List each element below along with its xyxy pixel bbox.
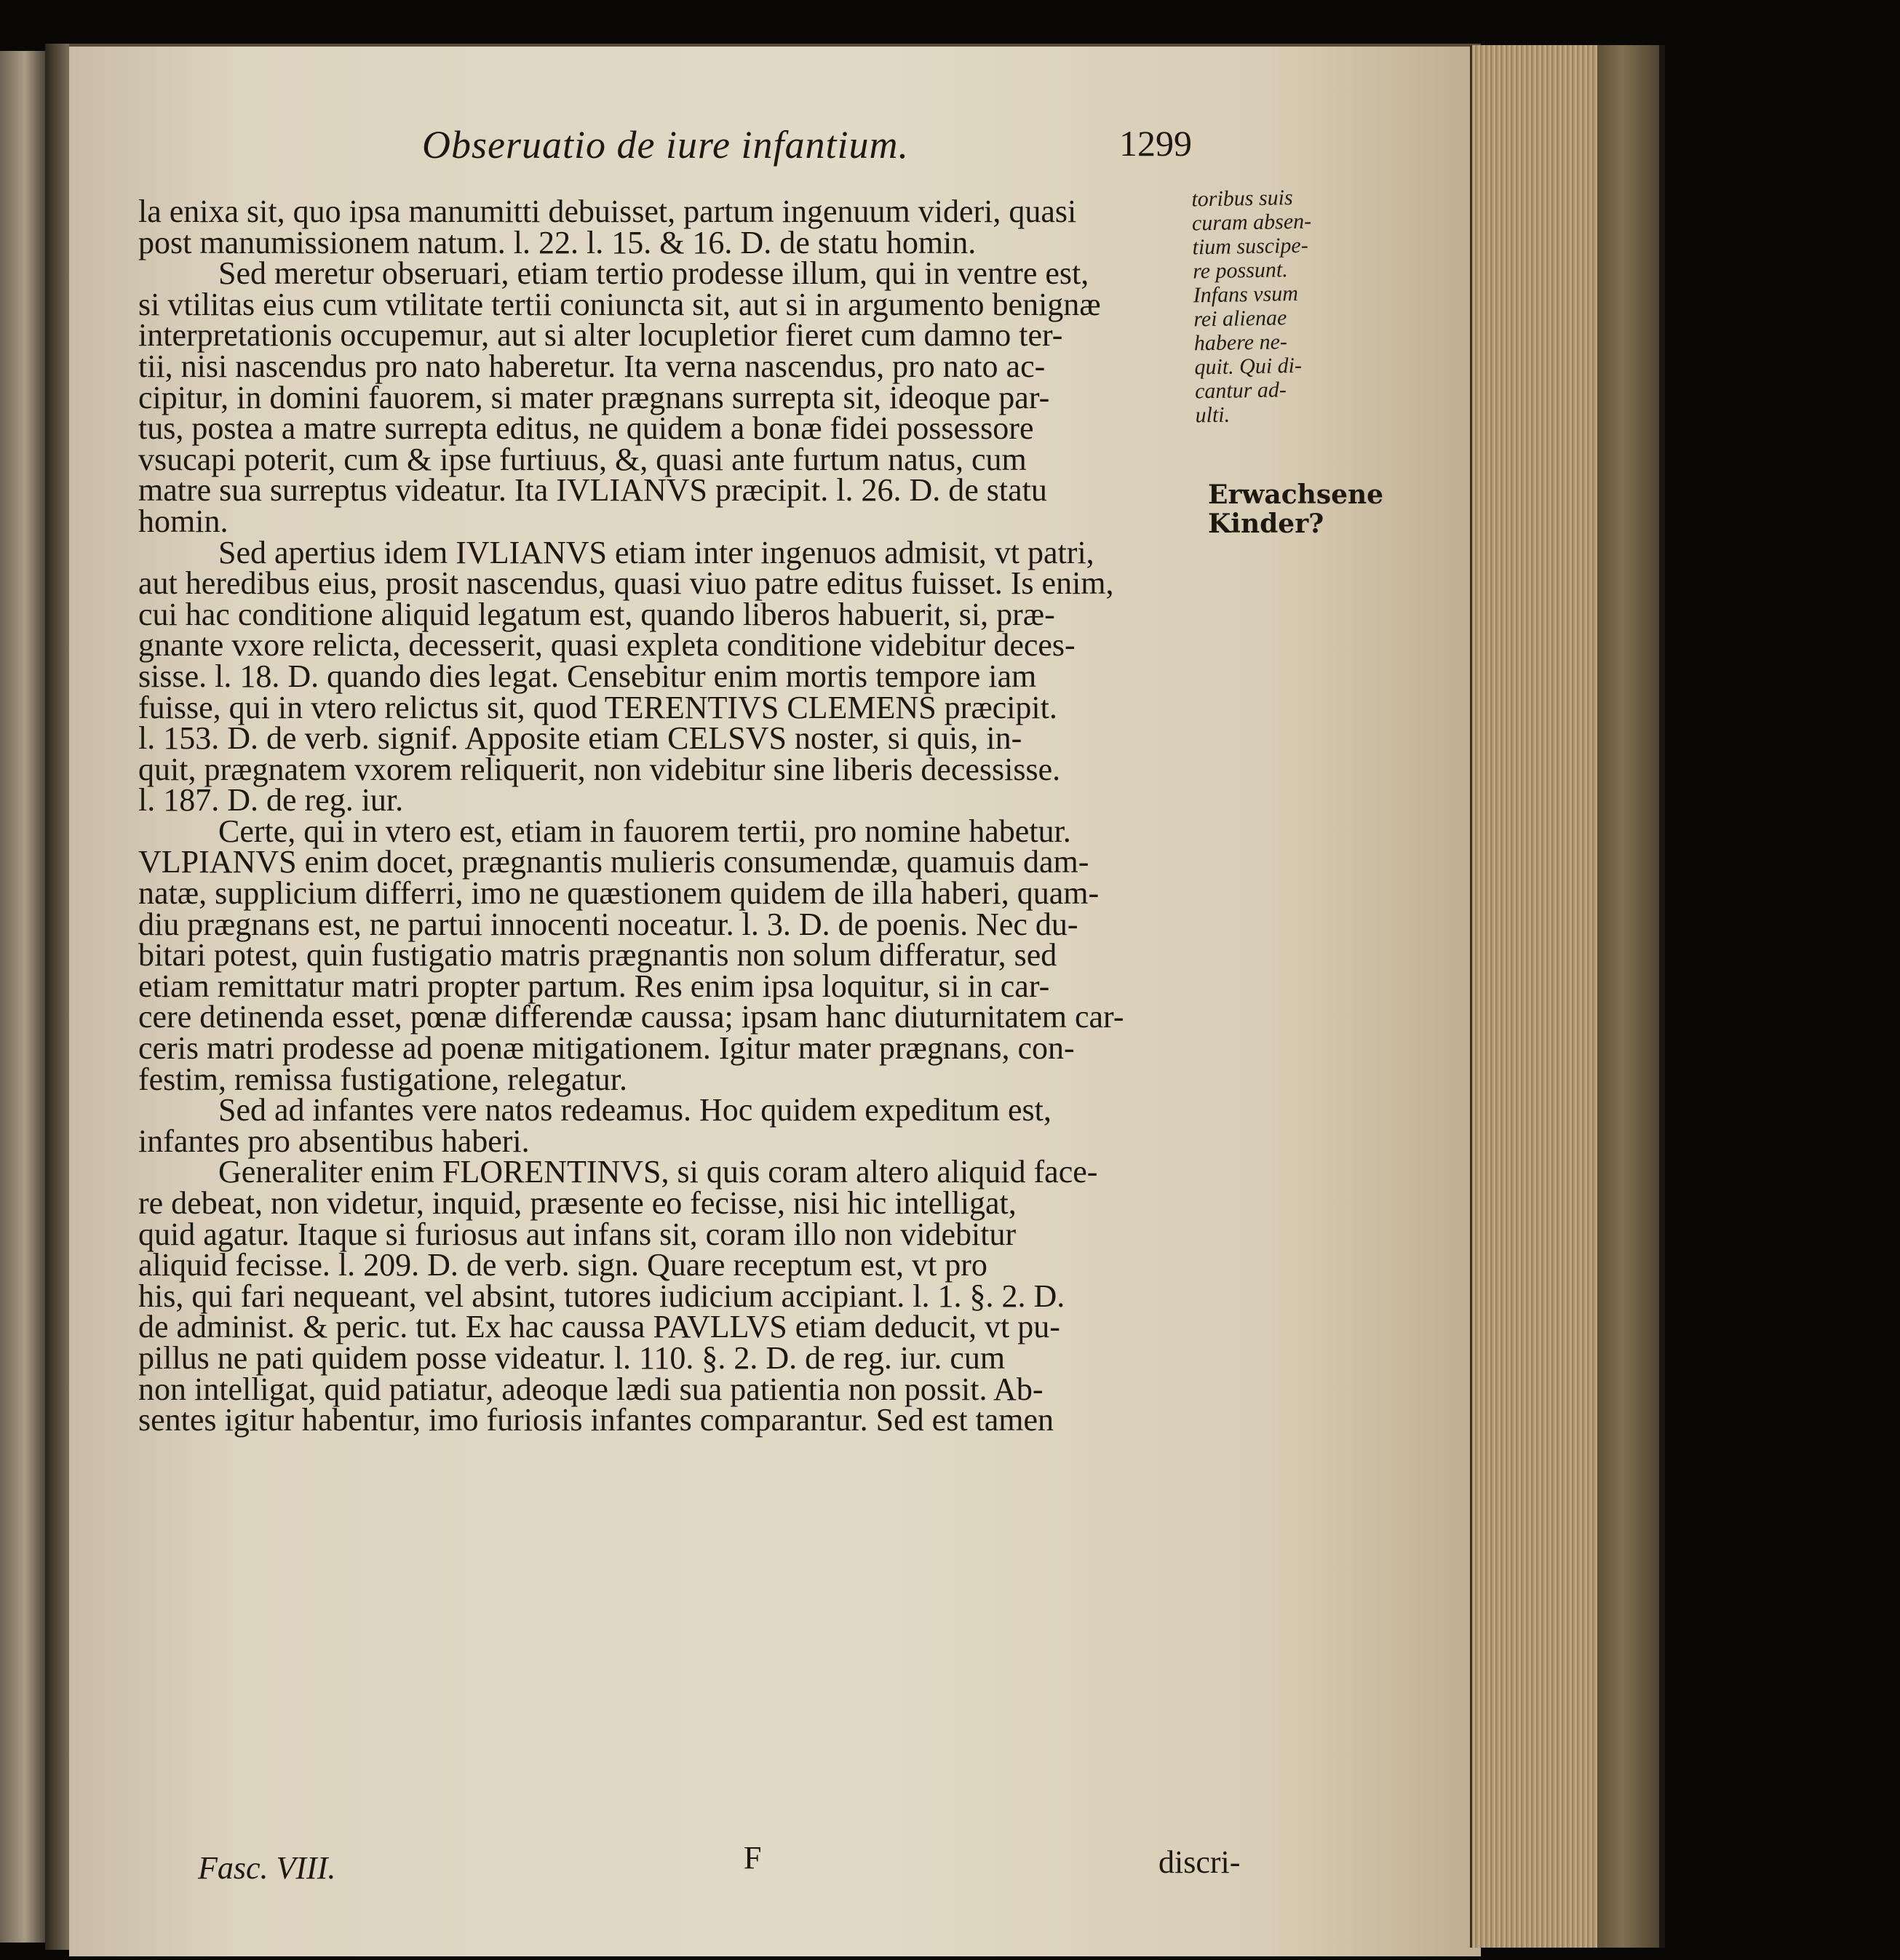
margin-note-line: habere ne-: [1193, 330, 1288, 356]
signature-letter: F: [744, 1840, 762, 1876]
text-line: de administ. & peric. tut. Ex hac caussa PAVLLVS etiam deducit, vt pu-: [138, 1309, 1060, 1345]
text-line: natæ, supplicium differri, imo ne quæstionem quidem de illa haberi, quam-: [138, 875, 1100, 912]
text-line: aut heredibus eius, prosit nascendus, quasi viuo patre editus fuisset. Is enim,: [138, 565, 1114, 602]
signature-mark: Fasc. VIII.: [198, 1850, 336, 1886]
text-line: cipitur, in domini fauorem, si mater prægnans surrepta sit, ideoque par-: [138, 379, 1050, 415]
previous-page-edge: [0, 51, 45, 1943]
text-line: Sed apertius idem IVLIANVS etiam inter ingenuos admisit, vt patri,: [218, 534, 1094, 570]
text-line: l. 153. D. de verb. signif. Apposite etiam CELSVS noster, si quis, in-: [138, 720, 1022, 757]
text-line: his, qui fari nequeant, vel absint, tutores iudicium accipiant. l. 1. §. 2. D.: [138, 1278, 1065, 1314]
text-line: infantes pro absentibus haberi.: [138, 1123, 530, 1159]
book-cover-edge: [1597, 45, 1665, 1948]
margin-note-line: rei alienae: [1193, 306, 1287, 332]
text-line: Generaliter enim FLORENTINVS, si quis coram altero aliquid face-: [218, 1154, 1098, 1190]
page-number: 1299: [1119, 123, 1192, 164]
text-line: sentes igitur habentur, imo furiosis infantes comparantur. Sed est tamen: [138, 1402, 1054, 1438]
text-line: quid agatur. Itaque si furiosus aut infans sit, coram illo non videbitur: [138, 1216, 1017, 1252]
text-line: Sed ad infantes vere natos redeamus. Hoc quidem expeditum est,: [218, 1092, 1052, 1128]
catchword: discri-: [1158, 1844, 1241, 1880]
margin-note: [1191, 186, 1315, 428]
text-line: tus, postea a matre surrepta editus, ne quidem a bonæ fidei possessore: [138, 410, 1034, 447]
text-line: la enixa sit, quo ipsa manumitti debuisset, partum ingenuum videri, quasi: [138, 194, 1077, 229]
text-line: interpretationis occupemur, aut si alter locupletior fieret cum damno ter-: [138, 317, 1063, 354]
text-line: quit, prægnatem vxorem reliquerit, non videbitur sine liberis decessisse.: [138, 751, 1061, 787]
text-line: pillus ne pati quidem posse videatur. l. 110. §. 2. D. de reg. iur. cum: [138, 1339, 1006, 1376]
text-line: ceris matri prodesse ad poenæ mitigationem. Igitur mater prægnans, con-: [138, 1030, 1075, 1067]
text-line: Sed meretur obseruari, etiam tertio prodesse illum, qui in ventre est,: [218, 255, 1089, 292]
body-text: [138, 196, 1124, 1436]
text-line: VLPIANVS enim docet, prægnantis mulieris consumendæ, quamuis dam-: [138, 844, 1089, 880]
margin-note-line: quit. Qui di-: [1194, 353, 1303, 380]
text-line: cere detinenda esset, pœnæ differendæ caussa; ipsam hanc diuturnitatem car-: [138, 999, 1124, 1035]
text-line: post manumissionem natum. l. 22. l. 15. & 16. D. de statu homin.: [138, 224, 977, 260]
page-block-edges: [1470, 45, 1599, 1948]
text-line: l. 187. D. de reg. iur.: [138, 782, 404, 818]
text-line: vsucapi poterit, cum & ipse furtiuus, &, quasi ante furtum natus, cum: [138, 441, 1027, 477]
margin-german-line: Erwachsene: [1208, 479, 1384, 510]
text-line: cui hac conditione aliquid legatum est, quando liberos habuerit, si, præ-: [138, 596, 1055, 632]
text-line: fuisse, qui in vtero relictus sit, quod TERENTIVS CLEMENS præcipit.: [138, 689, 1057, 725]
margin-note-line: re possunt.: [1192, 258, 1288, 284]
text-line: bitari potest, quin fustigatio matris prægnantis non solum differatur, sed: [138, 937, 1057, 973]
text-line: non intelligat, quid patiatur, adeoque lædi sua patientia non possit. Ab-: [138, 1371, 1044, 1407]
margin-note-line: cantur ad-: [1194, 378, 1287, 404]
text-line: etiam remittatur matri propter partum. Res enim ipsa loquitur, si in car-: [138, 968, 1050, 1004]
text-line: sisse. l. 18. D. quando dies legat. Censebitur enim mortis tempore iam: [138, 658, 1037, 694]
text-line: re debeat, non videtur, inquid, præsente eo fecisse, nisi hic intelligat,: [138, 1185, 1017, 1221]
margin-note-german: [1208, 480, 1383, 538]
text-line: aliquid fecisse. l. 209. D. de verb. sign. Quare receptum est, vt pro: [138, 1247, 987, 1283]
text-line: si vtilitas eius cum vtilitate tertii coniuncta sit, aut si in argumento benignæ: [138, 286, 1101, 322]
text-line: gnante vxore relicta, decesserit, quasi expleta conditione videbitur deces-: [138, 627, 1076, 664]
margin-note-line: toribus suis: [1191, 186, 1293, 212]
running-head: Obseruatio de iure infantium.: [422, 123, 909, 167]
text-line: homin.: [138, 503, 228, 539]
text-line: matre sua surreptus videatur. Ita IVLIANVS præcipit. l. 26. D. de statu: [138, 472, 1047, 509]
text-line: tii, nisi nascendus pro nato haberetur. Ita verna nascendus, pro nato ac-: [138, 348, 1046, 384]
margin-german-line: Kinder?: [1208, 509, 1324, 539]
text-line: diu prægnans est, ne partui innocenti noceatur. l. 3. D. de poenis. Nec du-: [138, 906, 1078, 942]
margin-note-line: tium suscipe-: [1192, 233, 1308, 260]
margin-note-line: ulti.: [1195, 402, 1231, 428]
margin-note-line: curam absen-: [1191, 209, 1312, 236]
text-line: festim, remissa fustigatione, relegatur.: [138, 1061, 628, 1097]
margin-note-line: Infans vsum: [1193, 281, 1299, 308]
text-line: Certe, qui in vtero est, etiam in fauorem tertii, pro nomine habetur.: [218, 813, 1071, 849]
